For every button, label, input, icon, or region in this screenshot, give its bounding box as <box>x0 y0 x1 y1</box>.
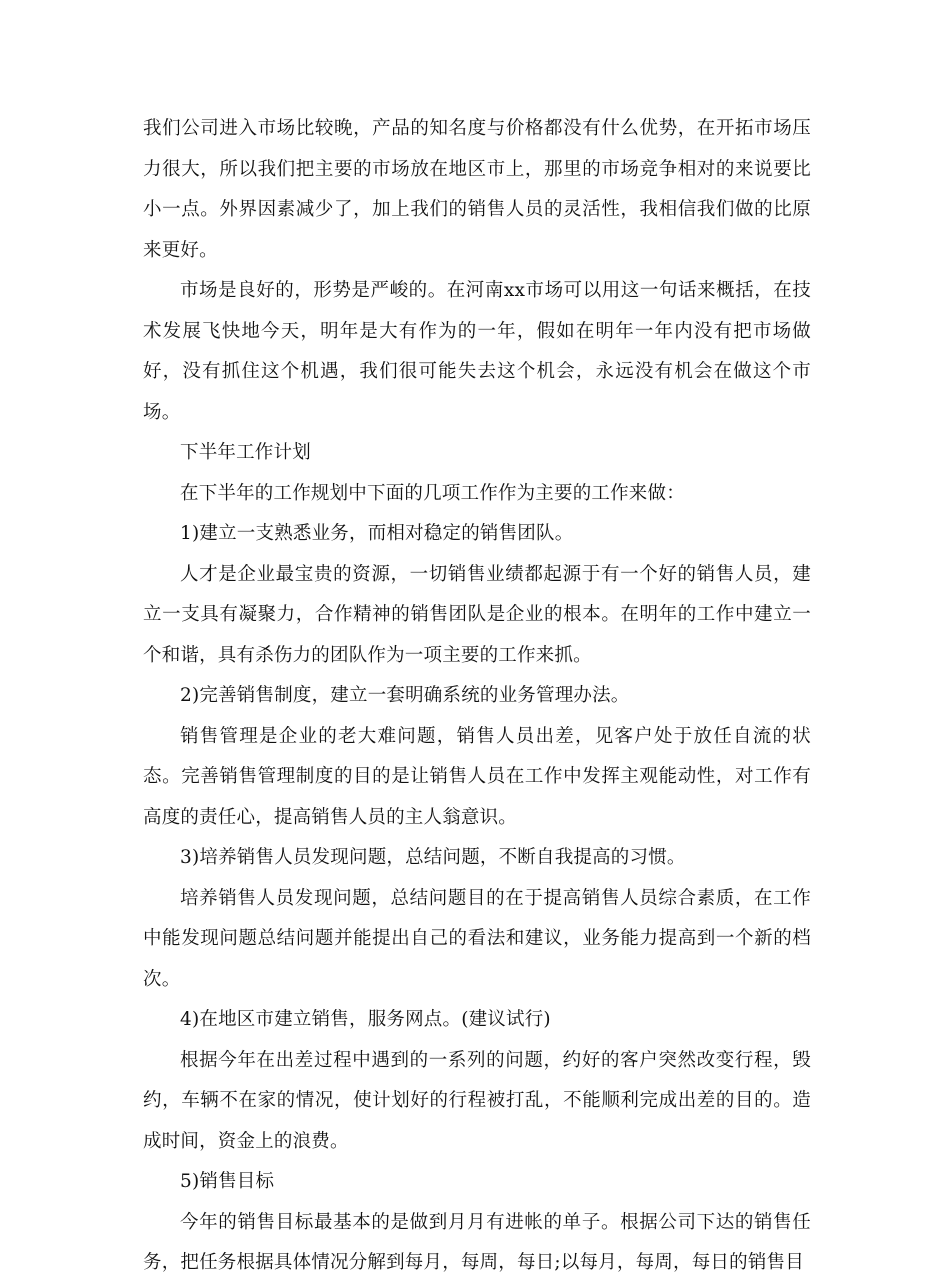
list-item-3-body: 培养销售人员发现问题，总结问题目的在于提高销售人员综合素质，在工作中能发现问题总结问题并能提出自己的看法和建议，业务能力提高到一个新的档次。 <box>143 887 811 990</box>
paragraph-2: 市场是良好的，形势是严峻的。在河南xx市场可以用这一句话来概括，在技术发展飞快地今天，明年是大有作为的一年，假如在明年一年内没有把市场做好，没有抓住这个机遇，我们很可能失去这个机会，永远没有机会在做这个市场。 <box>143 280 811 423</box>
list-item-5-body: 今年的销售目标最基本的是做到月月有进帐的单子。根据公司下达的销售任务，把任务根据具体情况分解到每月，每周，每日;以每月，每周，每日的销售目 <box>143 1211 811 1273</box>
paragraph-intro: 在下半年的工作规划中下面的几项工作作为主要的工作来做： <box>180 482 685 504</box>
list-item-2-heading: 2)完善销售制度，建立一套明确系统的业务管理办法。 <box>180 685 630 706</box>
list-item-1-heading: 1)建立一支熟悉业务，而相对稳定的销售团队。 <box>180 523 574 544</box>
list-item-2-body: 销售管理是企业的老大难问题，销售人员出差，见客户处于放任自流的状态。完善销售管理制度的目的是让销售人员在工作中发挥主观能动性，对工作有高度的责任心，提高销售人员的主人翁意识。 <box>143 725 811 828</box>
list-item-1-body: 人才是企业最宝贵的资源，一切销售业绩都起源于有一个好的销售人员，建立一支具有凝聚力，合作精神的销售团队是企业的根本。在明年的工作中建立一个和谐，具有杀伤力的团队作为一项主要的工作来抓。 <box>143 563 811 666</box>
paragraph-1: 我们公司进入市场比较晚，产品的知名度与价格都没有什么优势，在开拓市场压力很大，所以我们把主要的市场放在地区市上，那里的市场竞争相对的来说要比小一点。外界因素减少了，加上我们的销售人员的灵活性，我相信我们做的比原来更好。 <box>143 118 811 261</box>
list-item-3-heading: 3)培养销售人员发现问题，总结问题，不断自我提高的习惯。 <box>180 847 686 868</box>
section-heading: 下半年工作计划 <box>180 442 311 463</box>
list-item-5-heading: 5)销售目标 <box>180 1171 275 1192</box>
document-page <box>143 109 811 1284</box>
list-item-4-body: 根据今年在出差过程中遇到的一系列的问题，约好的客户突然改变行程，毁约，车辆不在家的情况，使计划好的行程被打乱，不能顺利完成出差的目的。造成时间，资金上的浪费。 <box>143 1049 811 1152</box>
list-item-4-heading: 4)在地区市建立销售，服务网点。(建议试行) <box>180 1009 551 1030</box>
